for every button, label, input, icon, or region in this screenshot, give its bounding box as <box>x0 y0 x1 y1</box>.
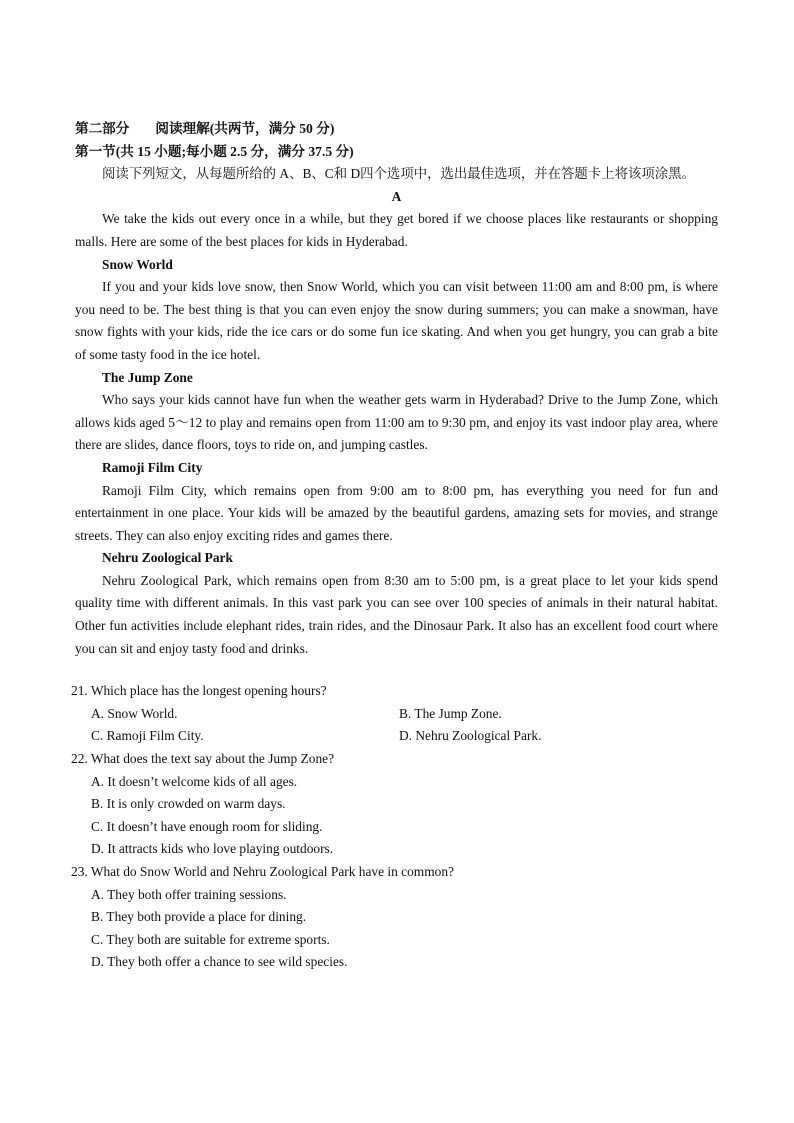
section-heading: Ramoji Film City <box>102 459 203 475</box>
option-c[interactable]: C. They both are suitable for extreme sports. <box>91 931 330 947</box>
option-d[interactable]: D. It attracts kids who love playing outdoors. <box>91 841 334 857</box>
passage-intro: We take the kids out every once in a while, but they get bored if we choose places like restaurants or shopping malls. Here are some of the best places for kids in Hyderabad. <box>75 211 718 249</box>
option-row <box>91 703 718 726</box>
section-heading: Snow World <box>102 256 173 272</box>
part-header <box>75 118 718 141</box>
option-d[interactable]: D. They both offer a chance to see wild species. <box>91 954 348 970</box>
part-title: 阅读理解(共两节，满分 50 分) <box>155 121 335 136</box>
option-a[interactable]: A. Snow World. <box>91 705 178 721</box>
option-c[interactable]: C. It doesn’t have enough room for sliding. <box>91 818 323 834</box>
passage-section-ramoji-film-city <box>75 457 718 547</box>
section-heading: The Jump Zone <box>102 369 193 385</box>
instruction-text: 阅读下列短文，从每题所给的 A、B、C和 D四个选项中，选出最佳选项，并在答题卡上将该项涂黑。 <box>102 166 695 182</box>
option-a[interactable]: A. It doesn’t welcome kids of all ages. <box>91 773 298 789</box>
option-b[interactable]: B. They both provide a place for dining. <box>91 909 307 925</box>
question-list <box>71 680 718 974</box>
passage-section-jump-zone <box>75 367 718 457</box>
passage-section-nehru-zoo <box>75 547 718 660</box>
section-text: Nehru Zoological Park, which remains open from 8:30 am to 5:00 pm, is a great place to let your kids spend quality time with different animals. In this vast park you can see over 100 species of animals in their natural habitat. Other fun activities include elephant rides, train rides, and the Dinosaur Park. It also has an excellent food court where you can sit and enjoy tasty food and drinks. <box>75 572 718 656</box>
question-stem: 21. Which place has the longest opening hours? <box>71 683 327 699</box>
section-heading: Nehru Zoological Park <box>102 550 233 566</box>
option-d[interactable]: D. Nehru Zoological Park. <box>399 728 542 744</box>
option-b[interactable]: B. The Jump Zone. <box>399 705 502 721</box>
question-stem: 23. What do Snow World and Nehru Zoological Park have in common? <box>71 864 454 879</box>
question-22 <box>71 748 718 861</box>
part-label: 第二部分 <box>75 121 130 136</box>
option-a[interactable]: A. They both offer training sessions. <box>91 886 287 902</box>
question-stem: 22. What does the text say about the Jump Zone? <box>71 751 335 767</box>
passage-label: A <box>391 188 402 204</box>
section-text: Who says your kids cannot have fun when the weather gets warm in Hyderabad? Drive to the Jump Zone, which allows kids aged 5～12 to play and remains open from 11:00 am to 9:30 pm, and enjoy its vast indoor play area, where there are slides, dance floors, toys to ride on, and jumping castles. <box>75 392 718 453</box>
section-text: Ramoji Film City, which remains open from 9:00 am to 8:00 pm, has everything you need for fun and entertainment in one place. Your kids will be amazed by the beautiful gardens, amazing sets for movies, and strange streets. They can also enjoy exciting rides and games there. <box>75 482 718 543</box>
option-c[interactable]: C. Ramoji Film City. <box>91 728 204 744</box>
question-21 <box>71 680 718 748</box>
option-b[interactable]: B. It is only crowded on warm days. <box>91 796 286 812</box>
option-row <box>91 725 718 748</box>
section-header: 第一节(共 15 小题;每小题 2.5 分，满分 37.5 分) <box>75 143 354 159</box>
question-23 <box>71 861 718 974</box>
exam-page <box>71 118 718 974</box>
section-text: If you and your kids love snow, then Snow World, which you can visit between 11:00 am and 8:00 pm, is where you need to be. The best thing is that you can even enjoy the snow during summers; you can make a snowman, have snow fights with your kids, ride the ice cars or do some fun ice skating. And when you get hungry, you can grab a bite of some tasty food in the ice hotel. <box>75 279 718 362</box>
passage-section-snow-world <box>75 254 718 367</box>
